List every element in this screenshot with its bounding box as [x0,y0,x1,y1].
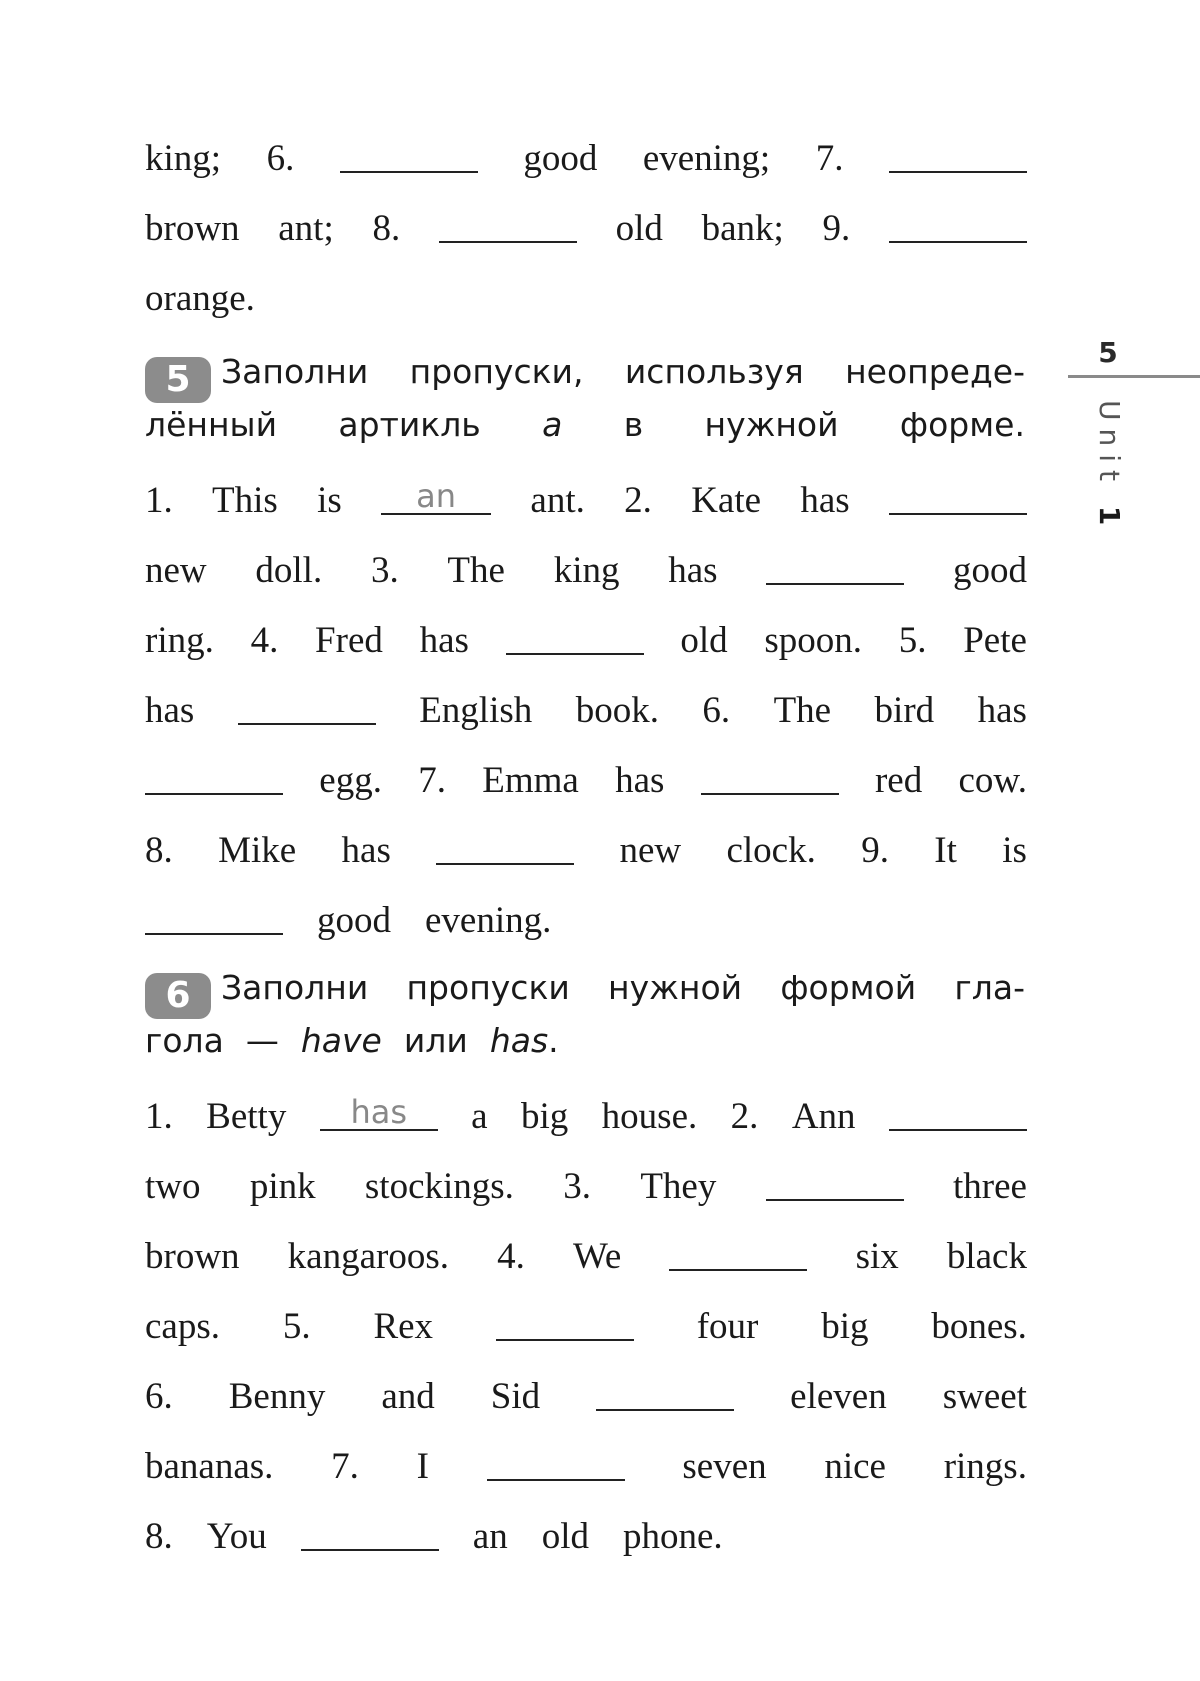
word: house. [601,1096,698,1137]
word: phone. [623,1516,723,1557]
word: Ann [791,1096,856,1137]
task-6-line-7 [145,1503,1027,1555]
answer-blank[interactable] [439,207,577,243]
task-6-line-6 [145,1433,1027,1485]
word: pink [249,1166,316,1207]
unit-label: Unit 1 [1093,400,1126,534]
task-5-line-3 [145,607,1027,659]
word: 6. [702,690,731,731]
word: ant; [278,208,334,249]
word: ant. [530,480,585,521]
example-answer-blank[interactable]: has [320,1095,438,1131]
top-line-2 [145,195,1027,247]
answer-blank[interactable] [301,1515,439,1551]
task-5-line-7 [145,887,1027,939]
answer-blank[interactable] [436,829,574,865]
answer-blank[interactable] [889,479,1027,515]
word: four [696,1306,759,1347]
word: The [773,690,832,731]
task-number-badge: 6 [145,973,211,1019]
word: 1. [145,480,173,521]
word: red [874,760,923,801]
word: egg. [319,760,382,801]
word: Kate [691,480,762,521]
word: has [419,620,469,661]
word: 9. [822,208,851,249]
word: They [640,1166,717,1207]
word: has [145,690,195,731]
word: 8. [372,208,401,249]
word: good [317,900,391,941]
word: an [472,1516,508,1557]
word: English [419,690,533,731]
word: good [523,138,598,179]
word: has [341,830,391,871]
answer-blank[interactable] [496,1305,634,1341]
page-number: 5 [1098,336,1118,369]
word: spoon. [764,620,863,661]
word: 4. [250,620,279,661]
word: bones. [931,1306,1027,1347]
word: You [206,1516,267,1557]
task-6-line-4 [145,1293,1027,1345]
answer-blank[interactable] [766,549,904,585]
word: 4. [497,1236,525,1277]
task-5-line-5 [145,747,1027,799]
margin-rule [1068,375,1200,378]
word: brown [145,208,240,249]
word: evening. [425,900,552,941]
word: 8. [145,830,173,871]
task-5-line-1 [145,467,1027,519]
word: 5. [898,620,927,661]
word: sweet [942,1376,1027,1417]
word: 6. [266,138,295,179]
answer-blank[interactable] [669,1235,807,1271]
word: evening; [642,138,771,179]
word: has [800,480,850,521]
word: This [212,480,278,521]
word: two [145,1166,201,1207]
word: caps. [145,1306,220,1347]
word: The [447,550,505,591]
answer-blank[interactable] [238,689,376,725]
word: 5. [282,1306,311,1347]
answer-blank[interactable] [145,899,283,935]
word: book. [575,690,659,731]
word: kangaroos. [287,1236,449,1277]
word: 2. [730,1096,759,1137]
task-number-badge: 5 [145,357,211,403]
word: bank; [701,208,784,249]
task-6-line-2 [145,1153,1027,1205]
task-6-instruction: 6 Заполни пропуски нужной формой гла- гола — have или has. [145,968,1025,1060]
answer-blank[interactable] [506,619,644,655]
word: has [668,550,718,591]
task-5-line-4 [145,677,1027,729]
word: old [615,208,663,249]
task-6-line-1 [145,1083,1027,1135]
answer-blank[interactable] [889,207,1027,243]
word: black [946,1236,1027,1277]
word: Fred [315,620,383,661]
word: three [952,1166,1027,1207]
word: king [553,550,620,591]
word: Mike [218,830,297,871]
task-5-instruction: 5 Заполни пропуски, используя неопреде- лённый артикль a в нужной форме. [145,352,1025,444]
word: 1. [145,1096,173,1137]
word: seven [682,1446,767,1487]
word: We [572,1236,622,1277]
word: Benny [228,1376,326,1417]
word: a [471,1096,488,1137]
word: 7. [418,760,446,801]
task-6-line-5 [145,1363,1027,1415]
word: Emma [482,760,579,801]
word: 6. [145,1376,173,1417]
word: bananas. [145,1446,274,1487]
word: orange. [145,278,255,319]
word: old [541,1516,589,1557]
word: cow. [958,760,1027,801]
word: Betty [206,1096,287,1137]
example-answer-blank[interactable]: an [381,479,491,515]
answer-blank[interactable] [889,1095,1027,1131]
word: brown [145,1236,240,1277]
answer-blank[interactable] [766,1165,904,1201]
word: old [680,620,728,661]
word: 3. [563,1166,591,1207]
word: rings. [943,1446,1027,1487]
word: is [1002,830,1027,871]
word: big [520,1096,569,1137]
word: and [381,1376,435,1417]
task-5-line-6 [145,817,1027,869]
word: stockings. [364,1166,514,1207]
word: doll. [255,550,323,591]
word: 3. [370,550,399,591]
word: I [416,1446,429,1487]
word: clock. [726,830,816,871]
word: has [615,760,665,801]
word: six [855,1236,899,1277]
top-line-1 [145,125,1027,177]
answer-blank[interactable] [596,1375,734,1411]
word: nice [824,1446,886,1487]
word: 8. [145,1516,173,1557]
word: Pete [963,620,1027,661]
task-5-line-2 [145,537,1027,589]
word: 7. [815,138,844,179]
answer-blank[interactable] [487,1445,625,1481]
word: Sid [490,1376,541,1417]
word: bird [874,690,935,731]
word: king; [145,138,222,179]
word: 2. [624,480,652,521]
word: has [977,690,1027,731]
word: eleven [790,1376,887,1417]
word: good [953,550,1027,591]
top-line-3 [145,265,1027,317]
answer-blank[interactable] [145,759,283,795]
answer-blank[interactable] [340,137,478,173]
task-6-line-3 [145,1223,1027,1275]
answer-blank[interactable] [889,137,1027,173]
word: is [317,480,342,521]
word: 7. [331,1446,359,1487]
word: new [145,550,207,591]
word: It [934,830,957,871]
word: big [821,1306,869,1347]
word: ring. [145,620,214,661]
word: new [619,830,682,871]
word: 9. [861,830,889,871]
answer-blank[interactable] [701,759,839,795]
word: Rex [373,1306,434,1347]
